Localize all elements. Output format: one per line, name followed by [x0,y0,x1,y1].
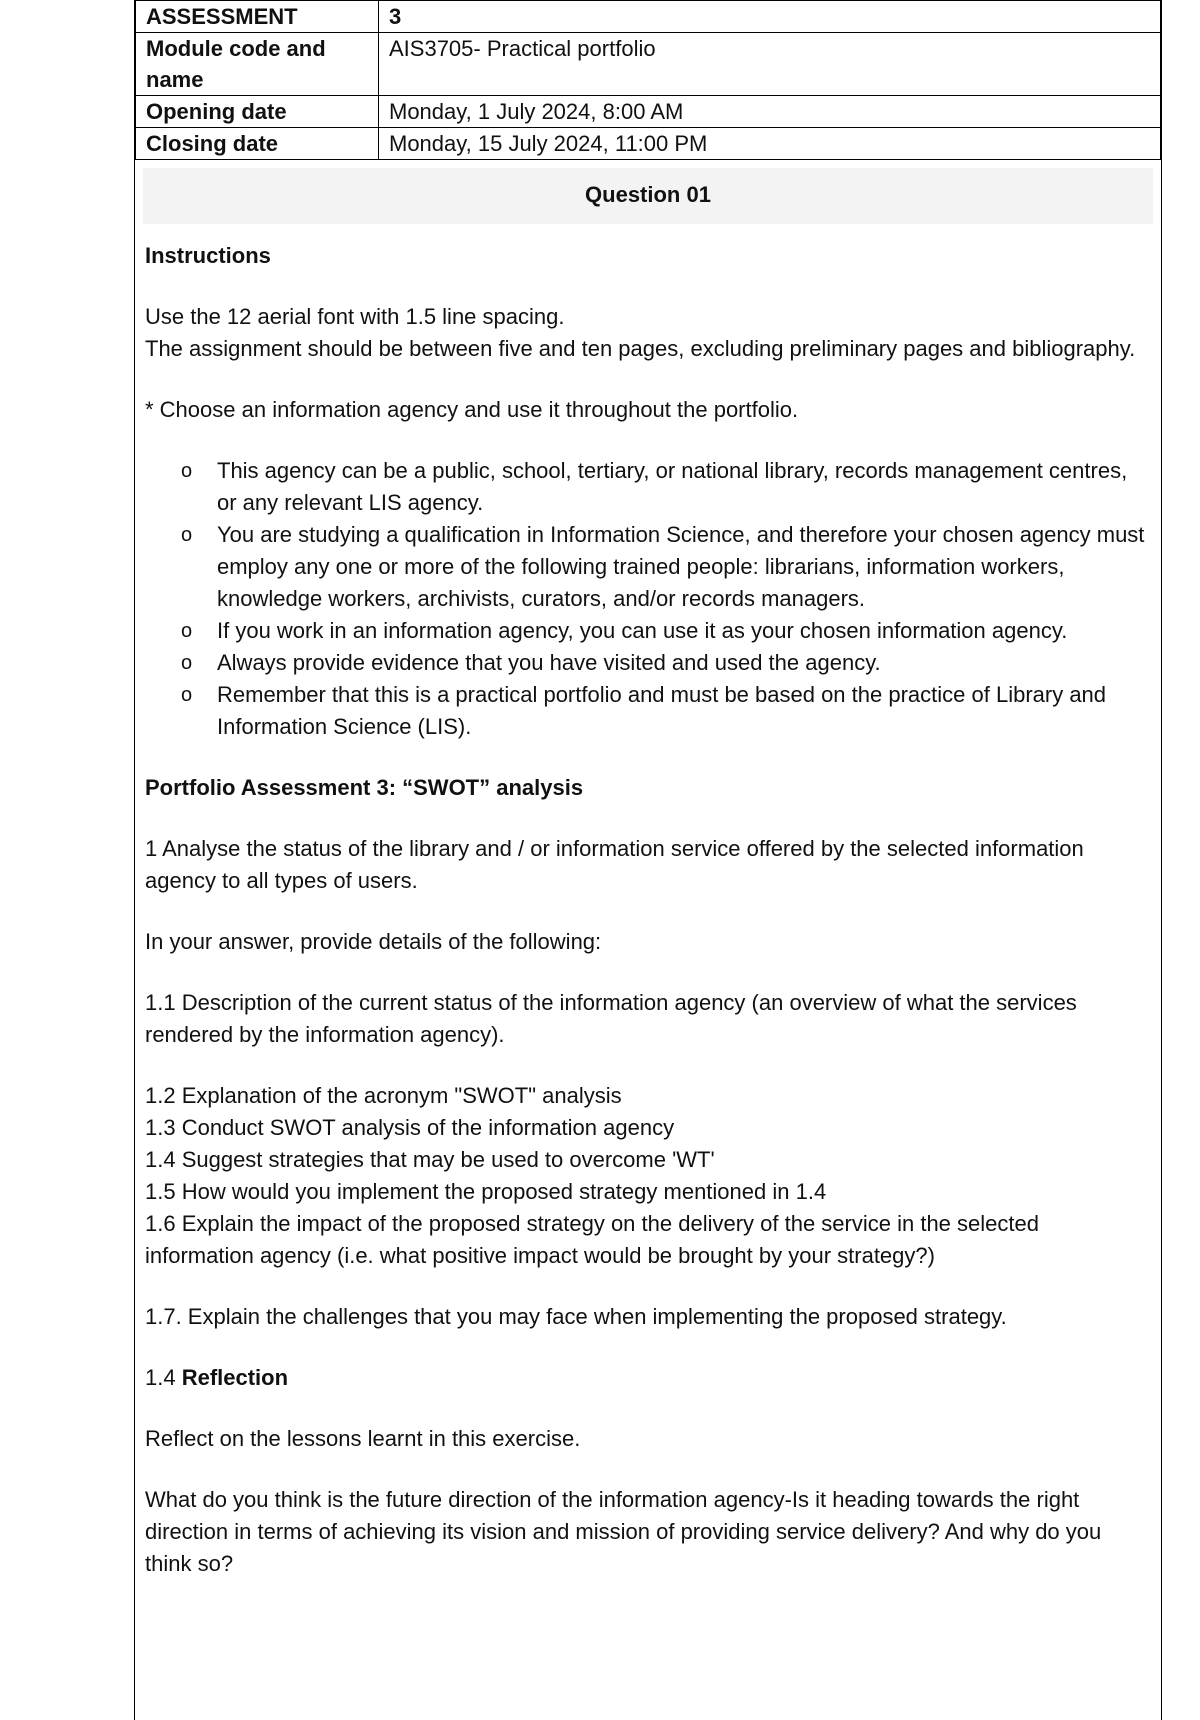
table-row [136,1,1161,33]
assessment-label: ASSESSMENT [136,1,379,33]
list-item: 1.4 Suggest strategies that may be used to overcome 'WT' [145,1147,715,1172]
bullet-marker: o [181,620,193,642]
question-body [145,240,1145,1609]
question-1-1-text: 1.1 Description of the current status of the information agency (an overview of what the services rendered by the information agency). [145,990,1077,1047]
question-1-text: 1 Analyse the status of the library and / or information service offered by the selected information agency to all types of users. [145,836,1084,893]
list-item [145,519,1145,615]
list-item: 1.6 Explain the impact of the proposed strategy on the delivery of the service in the selected information agency (i.e. what positive impact would be brought by your strategy?) [145,1211,1039,1268]
instruction-font-line: Use the 12 aerial font with 1.5 line spacing. [145,304,565,329]
reflection-number: 1.4 [145,1365,182,1390]
question-1-7-text: 1.7. Explain the challenges that you may face when implementing the proposed strategy. [145,1304,1007,1329]
opening-date-label: Opening date [136,96,379,128]
agency-bullet-list [145,455,1145,743]
table-row [136,96,1161,128]
bullet-text: You are studying a qualification in Information Science, and therefore your chosen agency must employ any one or more of the following trained people: librarians, information workers, knowledge workers, archivists, curators, and/or records managers. [217,522,1145,611]
list-item [145,647,1145,679]
list-item: 1.5 How would you implement the proposed strategy mentioned in 1.4 [145,1179,827,1204]
bullet-text: If you work in an information agency, you can use it as your chosen information agency. [217,618,1068,643]
question-title: Question 01 [143,168,1153,224]
bullet-text: This agency can be a public, school, tertiary, or national library, records management centres, or any relevant LIS agency. [217,458,1128,515]
bullet-text: Always provide evidence that you have visited and used the agency. [217,650,881,675]
assessment-value: 3 [379,1,1161,33]
answer-intro: In your answer, provide details of the following: [145,929,602,954]
module-value: AIS3705- Practical portfolio [379,33,1161,96]
bullet-text: Remember that this is a practical portfolio and must be based on the practice of Library and Information Science (LIS). [217,682,1107,739]
bullet-marker: o [181,460,193,482]
reflection-heading: Reflection [181,1365,289,1390]
bullet-marker: o [181,524,193,546]
table-row [136,128,1161,160]
future-direction-question: What do you think is the future direction of the information agency-Is it heading towards the right direction in terms of achieving its vision and mission of providing service delivery? And why do you think so? [145,1487,1102,1576]
instruction-choose-agency: * Choose an information agency and use it throughout the portfolio. [145,397,799,422]
list-item: 1.3 Conduct SWOT analysis of the information agency [145,1115,675,1140]
assessment-info-table [135,0,1161,160]
bullet-marker: o [181,652,193,674]
portfolio-heading: Portfolio Assessment 3: “SWOT” analysis [145,775,584,800]
bullet-marker: o [181,684,193,706]
closing-date-value: Monday, 15 July 2024, 11:00 PM [379,128,1161,160]
list-item [145,679,1145,743]
closing-date-label: Closing date [136,128,379,160]
sub-question-list [145,1080,1145,1272]
module-label: Module code and name [136,33,379,96]
opening-date-value: Monday, 1 July 2024, 8:00 AM [379,96,1161,128]
instruction-length-line: The assignment should be between five and ten pages, excluding preliminary pages and bibliography. [145,336,1136,361]
list-item [145,615,1145,647]
list-item [145,455,1145,519]
reflection-heading-line [145,1362,1145,1394]
document-page [134,0,1162,1720]
instructions-heading: Instructions [145,243,271,268]
list-item: 1.2 Explanation of the acronym "SWOT" analysis [145,1083,622,1108]
reflection-instruction: Reflect on the lessons learnt in this exercise. [145,1426,581,1451]
table-row [136,33,1161,96]
